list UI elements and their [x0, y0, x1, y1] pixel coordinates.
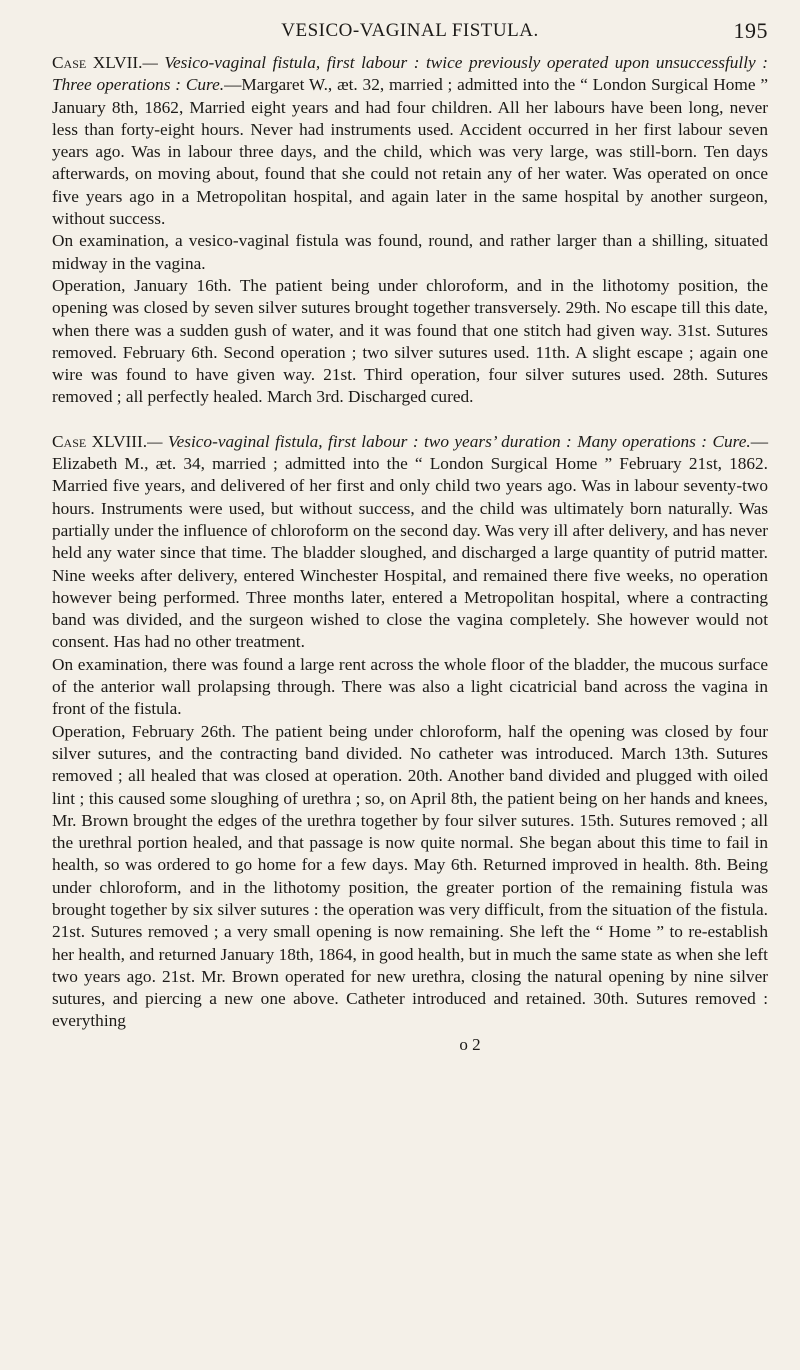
case-47-intro: —Margaret W., æt. 32, married ; admitted into the “ London Surgical Home ” January 8th, 1862, Married eight years and had four children. All her labours have been long, never less than forty-eight hours. Never had instruments used. Accident occurred in her first labour seven years ago. Was in labour three days, and the child, which was very large, was still-born. Ten days afterwards, on moving about, found that she could not retain any of her water. Was operated on once five years ago in a Metropolitan hospital, and again later in the same hospital by another surgeon, without success.: [52, 75, 769, 229]
signature-mark: o 2: [459, 1034, 481, 1054]
case-48-operation: Operation, February 26th. The patient being under chloroform, half the opening was closed by four silver sutures, and the contracting band divided. No catheter was introduced. March 13th. Sutures removed ; all healed that was closed at operation. 20th. Another band divided and plugged with oiled lint ; this caused some sloughing of urethra ; so, on April 8th, the patient being on her hands and knees, Mr. Brown brought the edges of the urethra together by four silver sutures. 15th. Sutures removed ; all the urethral portion healed, and that passage is now quite normal. She began about this time to fail in health, so was ordered to go home for a few days. May 6th. Returned improved in health. 8th. Being under chloroform, and in the lithotomy position, the greater portion of the remaining fistula was brought together by six silver sutures : the operation was very difficult, from the situation of the fistula. 21st. Sutures removed ; a very small opening is now remaining. She left the “ Home ” to re-establish her health, and returned January 18th, 1864, in good health, but in much the same state as when she left two years ago. 21st. Mr. Brown operated for new urethra, closing the natural opening by nine silver sutures, and piercing a new one above. Catheter introduced and retained. 30th. Sutures removed : everything: [52, 721, 768, 1031]
case-47-label: Case XLVII.: [52, 53, 143, 72]
case-48-heading: [52, 431, 768, 654]
book-page: [52, 18, 768, 1055]
case-47-operation: Operation, January 16th. The patient being under chloroform, and in the lithotomy position, the opening was closed by seven silver sutures brought together transversely. 29th. No escape till this date, when there was a sudden gush of water, and it was found that one stitch had given way. 31st. Sutures removed. February 6th. Second operation ; two silver sutures used. 11th. A slight escape ; again one wire was found to have given way. 21st. Third operation, four silver sutures used. 28th. Sutures removed ; all perfectly healed. March 3rd. Discharged cured.: [52, 275, 768, 407]
case-48-label: Case XLVIII.: [52, 431, 148, 451]
case-48-title: — Vesico-vaginal fistula, first labour : two years’ duration : Many operations : Cure.: [147, 431, 751, 451]
case-47-title: — Vesico-vaginal fistula, first labour : twice previously operated upon unsuccessfully : Three operations : Cure.: [52, 53, 768, 95]
case-48: [52, 431, 768, 1033]
case-47-heading: [52, 52, 768, 230]
running-head: [52, 18, 768, 52]
case-48-examination: On examination, there was found a large rent across the whole floor of the bladder, the mucous surface of the anterior wall prolapsing through. There was also a light cicatricial band across the vagina in front of the fistula.: [52, 654, 768, 719]
running-head-title: VESICO-VAGINAL FISTULA.: [281, 20, 539, 41]
case-47-examination: On examination, a vesico-vaginal fistula was found, round, and rather larger than a shilling, situated midway in the vagina.: [52, 231, 768, 273]
case-separator: [52, 409, 768, 431]
page-number: 195: [733, 18, 768, 43]
case-48-intro: —Elizabeth M., æt. 34, married ; admitted into the “ London Surgical Home ” February 21st, 1862. Married five years, and delivered of her first and only child two years ago. Was in labour seventy-two hours. Instruments were used, but without success, and the child was ultimately born naturally. Was partially under the influence of chloroform on the second day. Was very ill after delivery, and has never held any water since that time. The bladder sloughed, and discharged a large quantity of putrid matter. Nine weeks after delivery, entered Winchester Hospital, and remained there five weeks, no operation however being performed. Three months later, entered a Metropolitan hospital, where a contracting band was divided, and the surgeon wished to close the vagina completely. She however would not consent. Has had no other treatment.: [52, 431, 769, 652]
case-47: [52, 52, 768, 409]
